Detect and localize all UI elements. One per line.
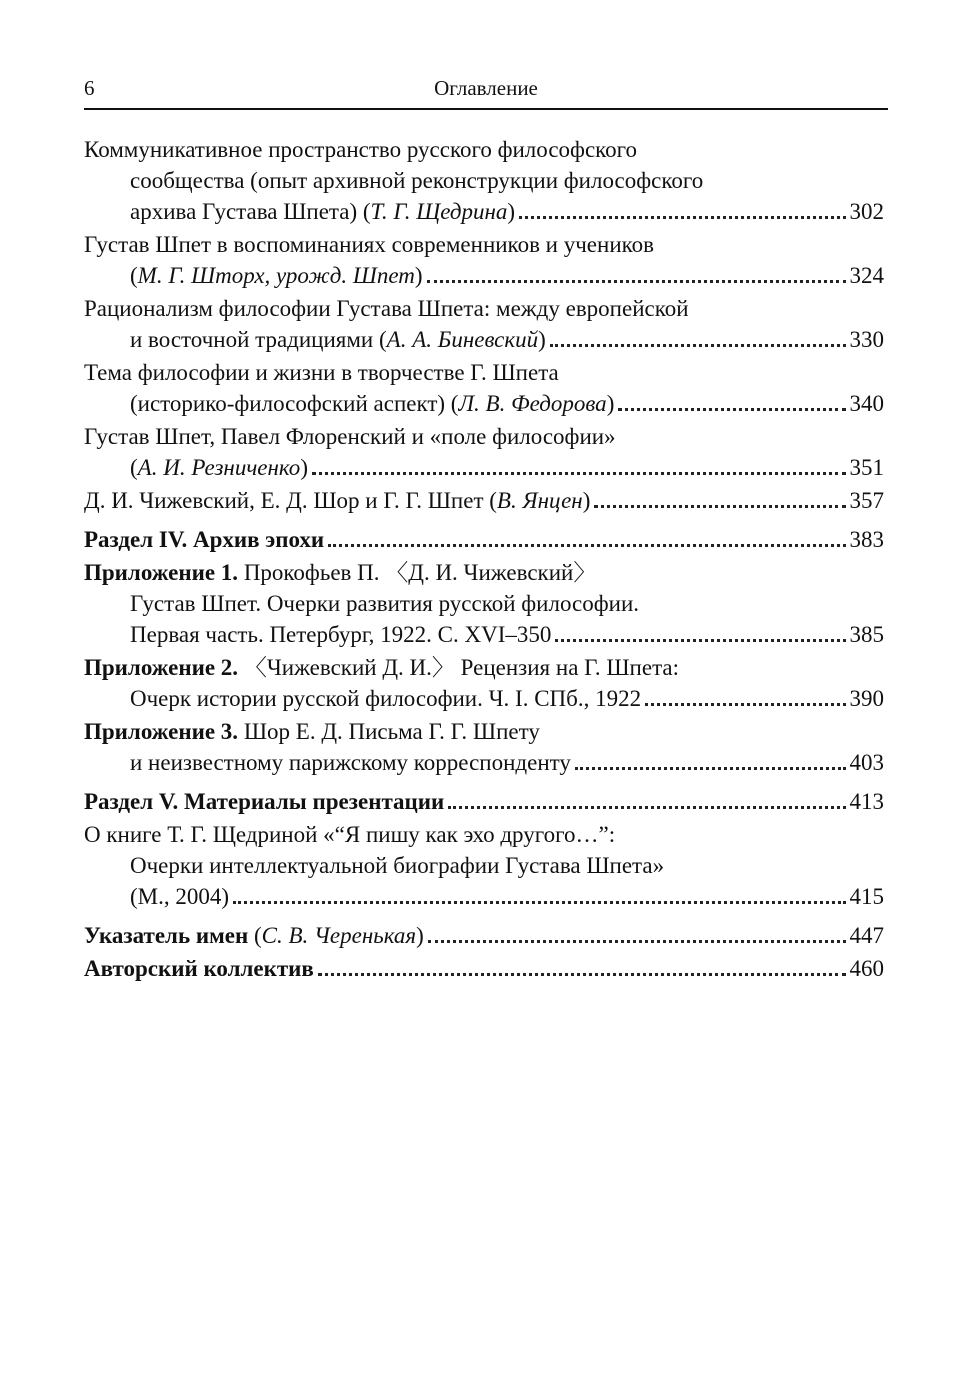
toc-entry-text	[84, 360, 559, 385]
toc-text: Прокофьев П. 〈Д. И. Чижевский〉	[238, 560, 597, 585]
toc-text: )	[300, 455, 308, 480]
toc-page-number: 383	[849, 527, 884, 552]
dot-leader	[575, 766, 846, 770]
toc-text: (	[130, 455, 138, 480]
dot-leader	[448, 805, 845, 809]
dot-leader	[555, 638, 845, 642]
toc-text: и неизвестному парижскому корреспонденту	[130, 750, 571, 775]
toc-entry-line	[84, 920, 884, 951]
toc-page-number: 351	[849, 455, 884, 480]
toc-entry-line	[84, 293, 884, 324]
table-of-contents	[84, 134, 884, 986]
toc-entry	[84, 652, 884, 714]
toc-text: сообщества (опыт архивной реконструкции философского	[130, 168, 704, 193]
dot-leader	[318, 972, 846, 976]
toc-entry-text	[84, 920, 424, 951]
toc-author: В. Янцен	[496, 488, 583, 513]
toc-entry-line	[84, 357, 884, 388]
dot-leader	[594, 504, 845, 508]
toc-entry	[84, 557, 884, 650]
toc-entry	[84, 786, 884, 817]
toc-text: )	[606, 391, 615, 416]
toc-entry-line	[84, 786, 884, 817]
toc-bold-label: Приложение 3.	[84, 719, 239, 744]
toc-entry	[84, 357, 884, 419]
toc-entry-line	[84, 260, 884, 291]
toc-text: (	[248, 923, 262, 948]
toc-entry-line	[84, 881, 884, 912]
dot-leader	[550, 343, 846, 347]
toc-entry-line	[84, 716, 884, 747]
toc-text: (историко-философский аспект) (	[130, 391, 459, 416]
toc-text: Тема философии и жизни в творчестве Г. Шпета	[84, 360, 559, 385]
toc-author: А. И. Резниченко	[137, 455, 301, 480]
toc-entry-line	[84, 421, 884, 452]
toc-entry-line	[84, 557, 884, 588]
toc-text: Густав Шпет. Очерки развития русской философии.	[130, 591, 640, 616]
toc-bold-label: Раздел V. Материалы презентации	[84, 789, 445, 814]
toc-entry-line	[84, 747, 884, 778]
toc-entry-text	[84, 953, 314, 984]
toc-text: Очерки интеллектуальной биографии Густава Шпета»	[130, 853, 665, 878]
toc-page-number: 460	[849, 956, 884, 981]
toc-entry-line	[84, 683, 884, 714]
dot-leader	[312, 471, 846, 475]
toc-entry-line	[84, 850, 884, 881]
toc-author: С. В. Черенькая	[261, 923, 417, 948]
toc-entry-text	[84, 485, 590, 516]
toc-text: Коммуникативное пространство русского философского	[84, 137, 638, 162]
dot-leader	[328, 543, 845, 547]
toc-text: )	[538, 327, 546, 352]
dot-leader	[618, 407, 845, 411]
toc-page-number: 385	[849, 622, 884, 647]
toc-entry-line	[84, 485, 884, 516]
toc-text: 〈Чижевский Д. И.〉 Рецензия на Г. Шпета:	[238, 655, 680, 680]
toc-author: М. Г. Шторх, урожд. Шпет	[137, 263, 415, 288]
toc-entry-text	[84, 719, 540, 744]
toc-entry	[84, 134, 884, 227]
toc-entry	[84, 524, 884, 555]
toc-entry-line	[84, 388, 884, 419]
toc-entry-text	[130, 324, 546, 355]
toc-entry-line	[84, 229, 884, 260]
toc-text: )	[582, 488, 591, 513]
running-head	[84, 74, 888, 110]
toc-text: (М., 2004)	[130, 884, 230, 909]
dot-leader	[519, 215, 845, 219]
toc-bold-label: Раздел IV. Архив эпохи	[84, 527, 325, 552]
toc-bold-label: Приложение 2.	[84, 655, 239, 680]
toc-entry	[84, 421, 884, 483]
toc-text: (	[130, 263, 138, 288]
toc-entry-text	[84, 296, 689, 321]
dot-leader	[427, 279, 846, 283]
toc-page-number: 403	[849, 750, 884, 775]
toc-entry-text	[130, 881, 229, 912]
toc-entry-text	[84, 524, 324, 555]
toc-entry-line	[84, 452, 884, 483]
toc-entry	[84, 716, 884, 778]
toc-entry-line	[84, 524, 884, 555]
toc-page-number: 302	[849, 199, 884, 224]
toc-text: Густав Шпет, Павел Флоренский и «поле философии»	[84, 424, 616, 449]
toc-entry-text	[130, 196, 515, 227]
toc-author: Л. В. Федорова	[458, 391, 607, 416]
toc-entry-text	[84, 137, 637, 162]
toc-text: и восточной традициями (	[130, 327, 387, 352]
toc-entry-text	[130, 388, 614, 419]
toc-entry-line	[84, 588, 884, 619]
toc-page-number: 330	[849, 327, 884, 352]
toc-entry-text	[84, 822, 615, 847]
toc-entry-text	[130, 683, 641, 714]
toc-entry-text	[130, 591, 639, 616]
toc-entry	[84, 920, 884, 951]
toc-entry-line	[84, 324, 884, 355]
toc-entry	[84, 953, 884, 984]
toc-text: )	[507, 199, 516, 224]
toc-text: архива Густава Шпета) (	[130, 199, 371, 224]
toc-entry-line	[84, 652, 884, 683]
toc-entry-line	[84, 819, 884, 850]
toc-text: )	[416, 923, 424, 948]
toc-entry-text	[84, 424, 616, 449]
toc-bold-label: Приложение 1.	[84, 560, 239, 585]
toc-entry	[84, 485, 884, 516]
toc-entry	[84, 819, 884, 912]
toc-entry-line	[84, 953, 884, 984]
toc-entry-text	[130, 853, 664, 878]
toc-page-number: 390	[849, 686, 884, 711]
running-title: Оглавление	[434, 76, 538, 100]
toc-entry-text	[84, 655, 679, 680]
toc-text: )	[414, 263, 423, 288]
toc-page-number: 324	[849, 263, 884, 288]
dot-leader	[645, 702, 845, 706]
page-number: 6	[84, 76, 95, 100]
toc-page-number: 340	[849, 391, 884, 416]
toc-entry-text	[130, 619, 551, 650]
toc-text: Шор Е. Д. Письма Г. Г. Шпету	[238, 719, 540, 744]
toc-entry	[84, 229, 884, 291]
toc-bold-label: Указатель имен	[84, 923, 249, 948]
toc-entry-text	[84, 786, 444, 817]
toc-entry-text	[130, 452, 308, 483]
dot-leader	[233, 900, 845, 904]
toc-bold-label: Авторский коллектив	[84, 956, 314, 981]
toc-page-number: 415	[849, 884, 884, 909]
toc-text: Рационализм философии Густава Шпета: между европейской	[84, 296, 689, 321]
toc-page-number: 447	[849, 923, 884, 948]
toc-text: Д. И. Чижевский, Е. Д. Шор и Г. Г. Шпет (	[84, 488, 497, 513]
toc-text: Очерк истории русской философии. Ч. I. СПб., 1922	[130, 686, 642, 711]
toc-entry-text	[130, 260, 423, 291]
dot-leader	[428, 939, 846, 943]
toc-entry-text	[84, 232, 654, 257]
toc-entry-line	[84, 165, 884, 196]
toc-entry	[84, 293, 884, 355]
toc-entry-line	[84, 196, 884, 227]
toc-entry-line	[84, 134, 884, 165]
toc-entry-line	[84, 619, 884, 650]
toc-text: О книге Т. Г. Щедриной «“Я пишу как эхо другого…”:	[84, 822, 616, 847]
toc-author: А. А. Биневский	[386, 327, 539, 352]
toc-entry-text	[84, 560, 596, 585]
toc-entry-text	[130, 747, 571, 778]
toc-author: Т. Г. Щедрина	[370, 199, 508, 224]
toc-text: Густав Шпет в воспоминаниях современников и учеников	[84, 232, 654, 257]
toc-page-number: 357	[849, 488, 884, 513]
toc-text: Первая часть. Петербург, 1922. С. XVI–350	[130, 622, 552, 647]
toc-entry-text	[130, 168, 703, 193]
toc-page-number: 413	[849, 789, 884, 814]
